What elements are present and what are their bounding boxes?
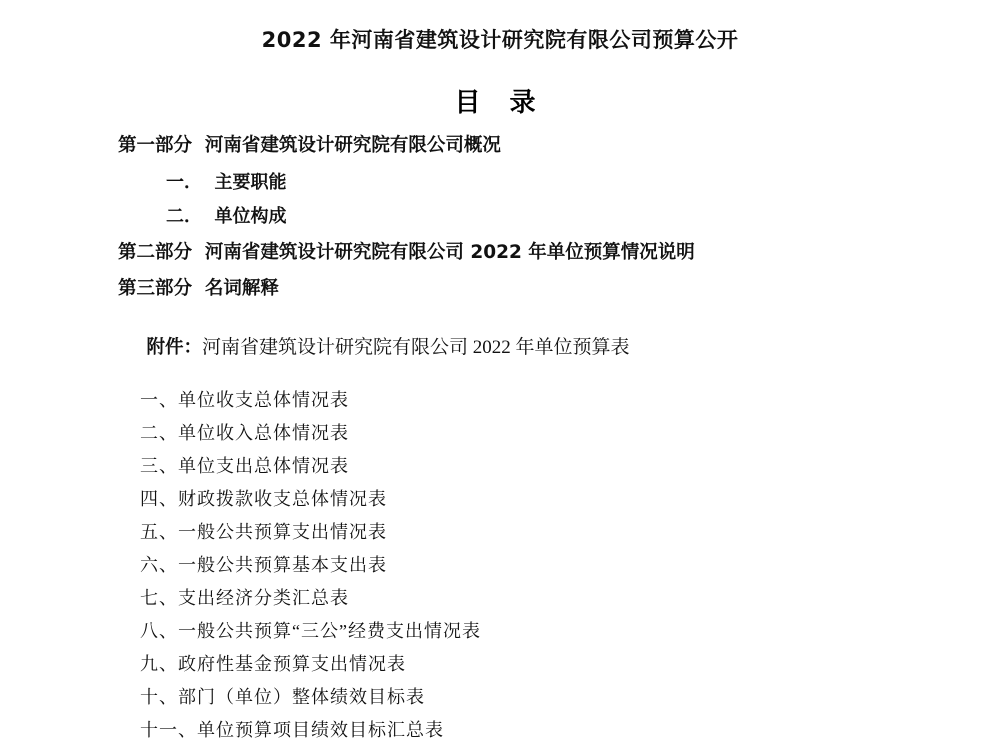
page-title: 2022 年河南省建筑设计研究院有限公司预算公开: [261, 28, 739, 52]
toc-part-1-subitem-1: 一． 主要职能: [166, 171, 287, 193]
list-item: 一、单位收支总体情况表: [140, 390, 349, 410]
list-item: 三、单位支出总体情况表: [140, 456, 349, 476]
attachment-line: [118, 319, 940, 377]
toc-part-1-subitem-2: 二． 单位构成: [166, 205, 287, 227]
list-item: 七、支出经济分类汇总表: [140, 588, 349, 608]
attachment-list: [118, 391, 940, 739]
list-item: 五、一般公共预算支出情况表: [140, 522, 387, 542]
list-item: 八、一般公共预算“三公”经费支出情况表: [140, 621, 481, 641]
toc-heading: 目 录: [454, 88, 546, 118]
document-page: [0, 24, 1000, 740]
list-item: 十、部门（单位）整体绩效目标表: [140, 687, 425, 707]
list-item: 二、单位收入总体情况表: [140, 423, 349, 443]
list-item: 四、财政拨款收支总体情况表: [140, 489, 387, 509]
toc-body: [0, 137, 1000, 739]
list-item: 十一、单位预算项目绩效目标汇总表: [140, 720, 444, 740]
toc-part-2: 第二部分 河南省建筑设计研究院有限公司 2022 年单位预算情况说明: [118, 241, 695, 263]
toc-part-3: 第三部分 名词解释: [118, 278, 279, 299]
toc-part-1: 第一部分 河南省建筑设计研究院有限公司概况: [118, 135, 501, 156]
list-item: 九、政府性基金预算支出情况表: [140, 654, 406, 674]
attachment-label: 附件：: [146, 336, 203, 358]
list-item: 六、一般公共预算基本支出表: [140, 555, 387, 575]
attachment-title: 河南省建筑设计研究院有限公司 2022 年单位预算表: [202, 336, 630, 358]
